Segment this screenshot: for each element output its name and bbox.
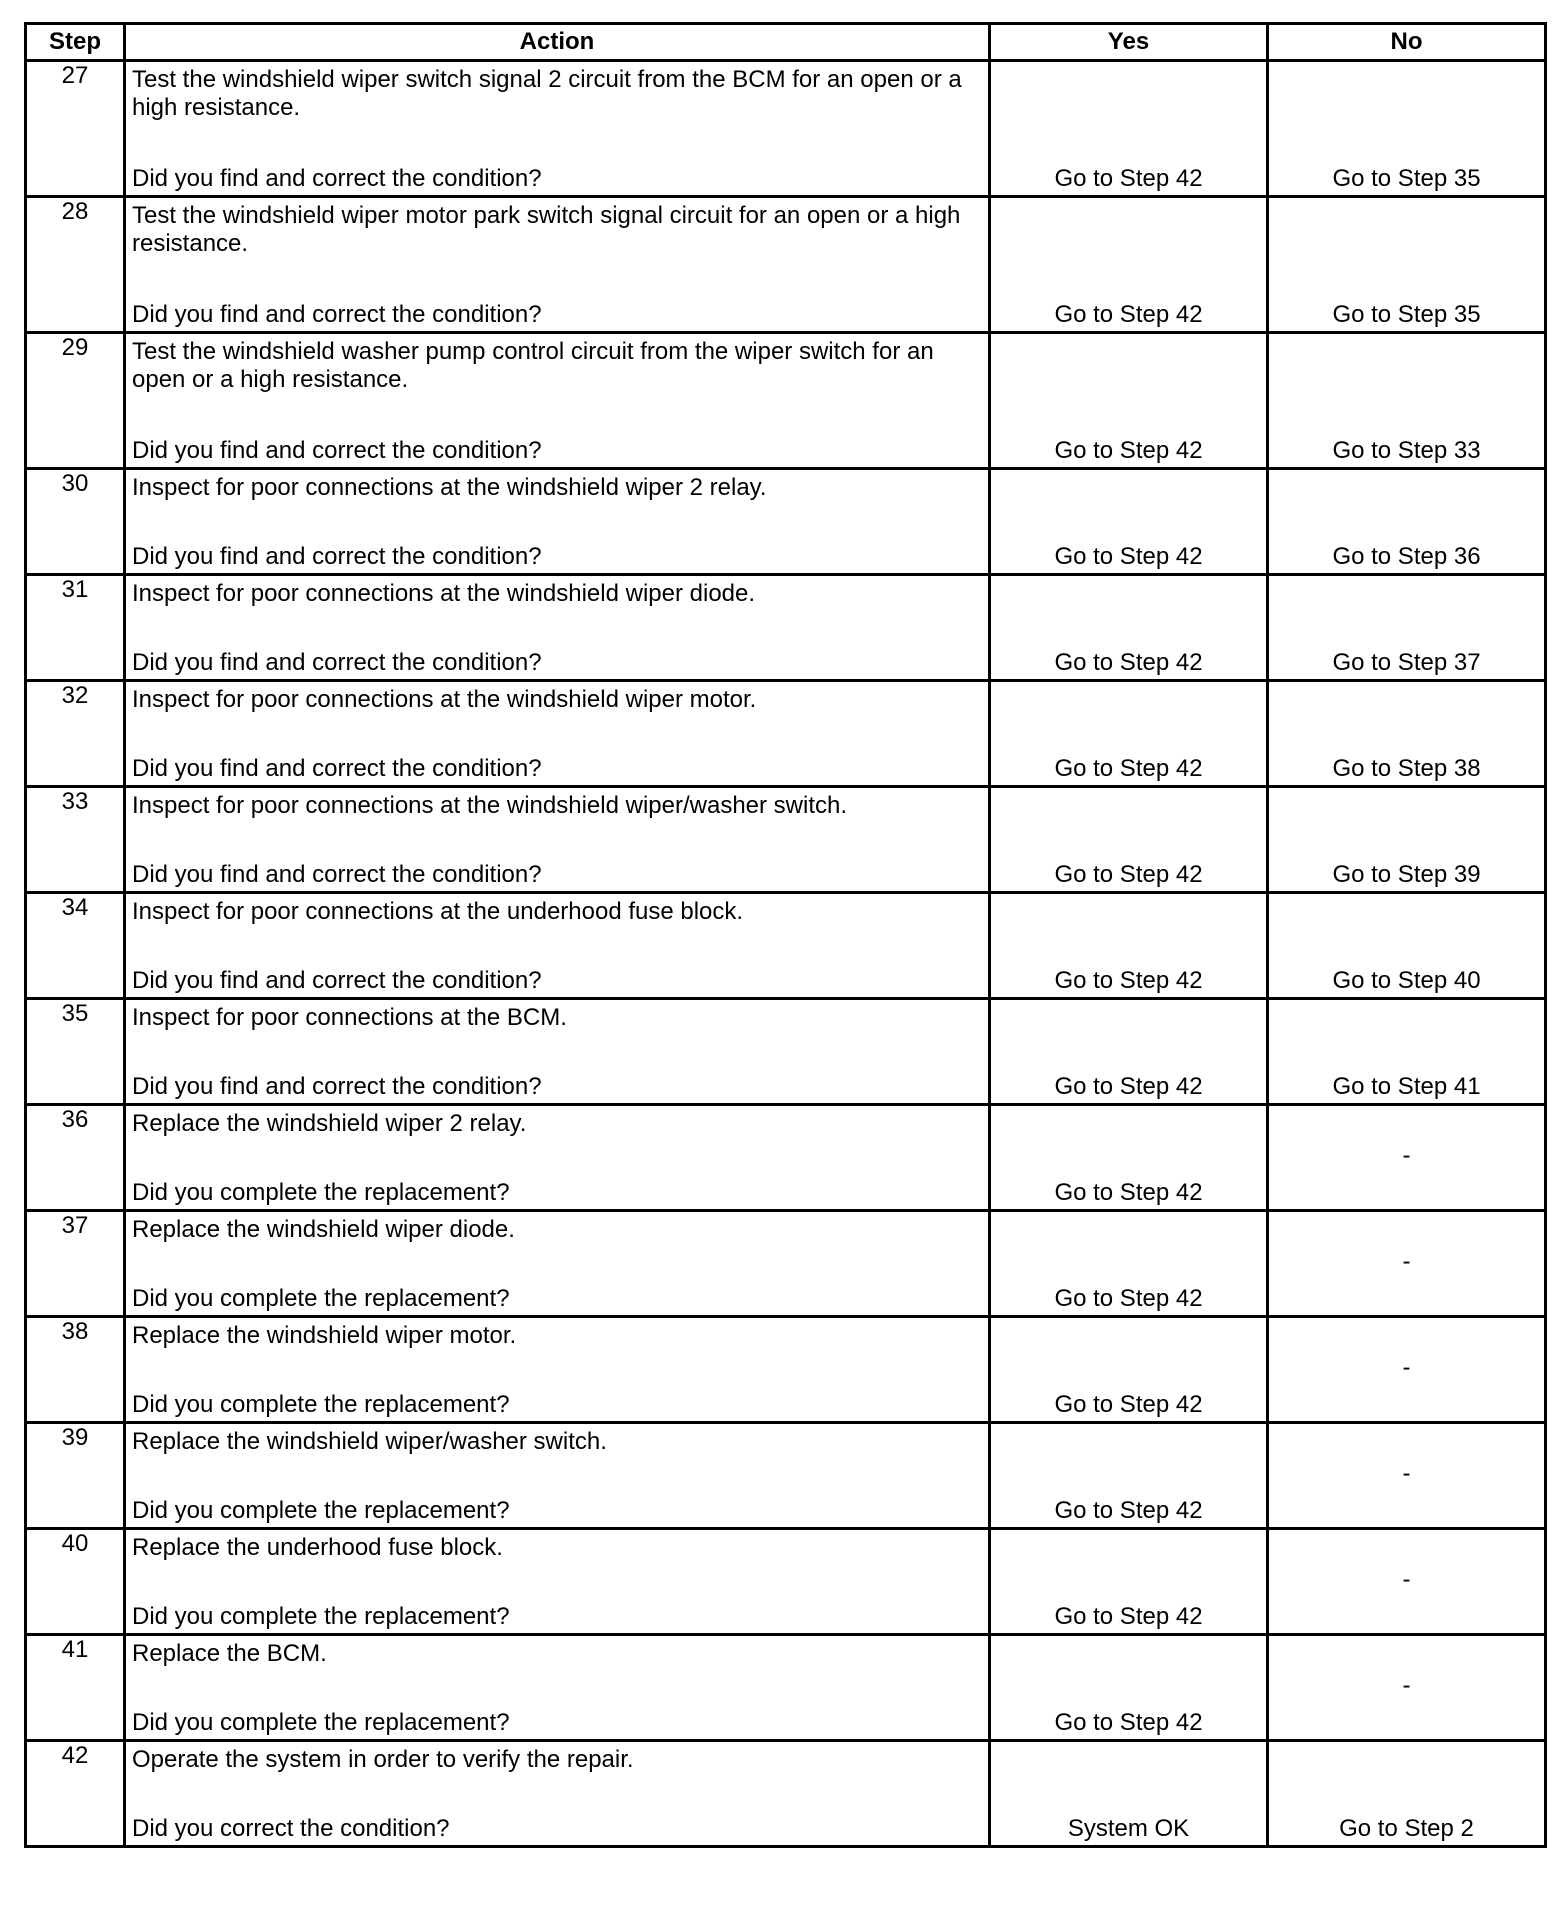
yes-result: Go to Step 42 <box>1054 437 1203 464</box>
table-row <box>26 333 1546 469</box>
yes-cell <box>990 787 1268 893</box>
step-number: 31 <box>26 575 125 681</box>
action-instruction: Replace the windshield wiper motor. <box>132 1322 517 1349</box>
yes-cell <box>990 999 1268 1105</box>
yes-cell <box>990 197 1268 333</box>
action-question: Did you find and correct the condition? <box>132 301 542 328</box>
yes-result: Go to Step 42 <box>1054 1179 1203 1206</box>
action-instruction: Replace the windshield wiper diode. <box>132 1216 515 1243</box>
step-number: 27 <box>26 61 125 197</box>
action-question: Did you find and correct the condition? <box>132 755 542 782</box>
step-number: 40 <box>26 1529 125 1635</box>
no-result: Go to Step 33 <box>1332 437 1481 464</box>
action-question: Did you correct the condition? <box>132 1815 450 1842</box>
header-row <box>26 24 1546 61</box>
no-cell <box>1268 61 1546 197</box>
table-row <box>26 197 1546 333</box>
action-cell <box>125 1529 990 1635</box>
yes-result: Go to Step 42 <box>1054 967 1203 994</box>
yes-cell <box>990 1317 1268 1423</box>
no-result: Go to Step 2 <box>1339 1815 1474 1842</box>
step-number: 41 <box>26 1635 125 1741</box>
action-question: Did you complete the replacement? <box>132 1603 510 1630</box>
yes-cell <box>990 61 1268 197</box>
no-result: - <box>1402 1566 1411 1593</box>
no-cell <box>1268 1317 1546 1423</box>
no-cell <box>1268 1211 1546 1317</box>
action-question: Did you find and correct the condition? <box>132 165 542 192</box>
action-instruction: Inspect for poor connections at the BCM. <box>132 1004 567 1031</box>
action-cell <box>125 893 990 999</box>
yes-cell <box>990 1423 1268 1529</box>
no-cell <box>1268 469 1546 575</box>
no-result: - <box>1402 1142 1411 1169</box>
yes-result: Go to Step 42 <box>1054 1603 1203 1630</box>
yes-cell <box>990 1529 1268 1635</box>
table-row <box>26 1105 1546 1211</box>
no-cell <box>1268 999 1546 1105</box>
no-result: Go to Step 38 <box>1332 755 1481 782</box>
step-number: 35 <box>26 999 125 1105</box>
yes-cell <box>990 333 1268 469</box>
header-no: No <box>1268 24 1546 61</box>
action-cell <box>125 469 990 575</box>
action-instruction: Replace the BCM. <box>132 1640 327 1667</box>
step-number: 38 <box>26 1317 125 1423</box>
yes-cell <box>990 893 1268 999</box>
no-result: Go to Step 41 <box>1332 1073 1481 1100</box>
step-number: 42 <box>26 1741 125 1847</box>
action-instruction: Test the windshield washer pump control circuit from the wiper switch for an open or a high resistance. <box>132 338 934 393</box>
no-result: Go to Step 36 <box>1332 543 1481 570</box>
yes-result: System OK <box>1067 1815 1190 1842</box>
yes-result: Go to Step 42 <box>1054 165 1203 192</box>
header-step: Step <box>26 24 125 61</box>
no-cell <box>1268 333 1546 469</box>
yes-cell <box>990 1635 1268 1741</box>
no-cell <box>1268 787 1546 893</box>
action-instruction: Replace the windshield wiper 2 relay. <box>132 1110 527 1137</box>
no-result: - <box>1402 1672 1411 1699</box>
step-number: 39 <box>26 1423 125 1529</box>
yes-cell <box>990 681 1268 787</box>
action-cell <box>125 1741 990 1847</box>
yes-cell <box>990 1105 1268 1211</box>
yes-cell <box>990 1211 1268 1317</box>
no-result: Go to Step 40 <box>1332 967 1481 994</box>
yes-cell <box>990 469 1268 575</box>
table-row <box>26 787 1546 893</box>
step-number: 29 <box>26 333 125 469</box>
step-number: 32 <box>26 681 125 787</box>
action-cell <box>125 575 990 681</box>
action-question: Did you find and correct the condition? <box>132 649 542 676</box>
table-row <box>26 575 1546 681</box>
table-row <box>26 1635 1546 1741</box>
header-yes: Yes <box>990 24 1268 61</box>
no-cell <box>1268 1529 1546 1635</box>
table-row <box>26 1211 1546 1317</box>
action-instruction: Inspect for poor connections at the windshield wiper motor. <box>132 686 757 713</box>
yes-cell <box>990 575 1268 681</box>
no-result: Go to Step 35 <box>1332 301 1481 328</box>
action-cell <box>125 1423 990 1529</box>
no-result: - <box>1402 1354 1411 1381</box>
action-cell <box>125 61 990 197</box>
step-number: 36 <box>26 1105 125 1211</box>
table-row <box>26 893 1546 999</box>
table-row <box>26 469 1546 575</box>
action-cell <box>125 681 990 787</box>
procedure-table <box>24 22 1547 1848</box>
action-question: Did you complete the replacement? <box>132 1497 510 1524</box>
action-cell <box>125 999 990 1105</box>
step-number: 30 <box>26 469 125 575</box>
table-row <box>26 1741 1546 1847</box>
yes-result: Go to Step 42 <box>1054 543 1203 570</box>
no-result: Go to Step 35 <box>1332 165 1481 192</box>
table-row <box>26 681 1546 787</box>
yes-result: Go to Step 42 <box>1054 1497 1203 1524</box>
yes-result: Go to Step 42 <box>1054 861 1203 888</box>
header-action: Action <box>125 24 990 61</box>
action-question: Did you find and correct the condition? <box>132 1073 542 1100</box>
action-question: Did you complete the replacement? <box>132 1709 510 1736</box>
no-result: Go to Step 37 <box>1332 649 1481 676</box>
no-result: Go to Step 39 <box>1332 861 1481 888</box>
yes-result: Go to Step 42 <box>1054 1073 1203 1100</box>
yes-result: Go to Step 42 <box>1054 649 1203 676</box>
yes-result: Go to Step 42 <box>1054 301 1203 328</box>
action-cell <box>125 1105 990 1211</box>
action-instruction: Replace the underhood fuse block. <box>132 1534 503 1561</box>
action-question: Did you complete the replacement? <box>132 1391 510 1418</box>
action-instruction: Inspect for poor connections at the windshield wiper 2 relay. <box>132 474 767 501</box>
step-number: 37 <box>26 1211 125 1317</box>
table-row <box>26 1317 1546 1423</box>
action-instruction: Inspect for poor connections at the underhood fuse block. <box>132 898 744 925</box>
action-instruction: Test the windshield wiper motor park switch signal circuit for an open or a high resistance. <box>132 202 961 257</box>
action-cell <box>125 197 990 333</box>
step-number: 34 <box>26 893 125 999</box>
no-cell <box>1268 1105 1546 1211</box>
no-cell <box>1268 575 1546 681</box>
action-cell <box>125 1317 990 1423</box>
no-cell <box>1268 681 1546 787</box>
yes-cell <box>990 1741 1268 1847</box>
no-result: - <box>1402 1248 1411 1275</box>
action-question: Did you find and correct the condition? <box>132 543 542 570</box>
action-question: Did you find and correct the condition? <box>132 967 542 994</box>
yes-result: Go to Step 42 <box>1054 755 1203 782</box>
table-row <box>26 1423 1546 1529</box>
action-instruction: Test the windshield wiper switch signal 2 circuit from the BCM for an open or a high resistance. <box>132 66 962 121</box>
no-cell <box>1268 1423 1546 1529</box>
action-instruction: Replace the windshield wiper/washer switch. <box>132 1428 607 1455</box>
yes-result: Go to Step 42 <box>1054 1391 1203 1418</box>
no-cell <box>1268 197 1546 333</box>
action-instruction: Operate the system in order to verify the repair. <box>132 1746 634 1773</box>
action-instruction: Inspect for poor connections at the windshield wiper diode. <box>132 580 756 607</box>
yes-result: Go to Step 42 <box>1054 1709 1203 1736</box>
table-row <box>26 1529 1546 1635</box>
action-cell <box>125 787 990 893</box>
action-question: Did you find and correct the condition? <box>132 861 542 888</box>
no-result: - <box>1402 1460 1411 1487</box>
yes-result: Go to Step 42 <box>1054 1285 1203 1312</box>
action-question: Did you find and correct the condition? <box>132 437 542 464</box>
table-row <box>26 999 1546 1105</box>
step-number: 33 <box>26 787 125 893</box>
no-cell <box>1268 1741 1546 1847</box>
no-cell <box>1268 893 1546 999</box>
action-question: Did you complete the replacement? <box>132 1285 510 1312</box>
table-row <box>26 61 1546 197</box>
action-cell <box>125 1211 990 1317</box>
no-cell <box>1268 1635 1546 1741</box>
action-question: Did you complete the replacement? <box>132 1179 510 1206</box>
action-instruction: Inspect for poor connections at the windshield wiper/washer switch. <box>132 792 848 819</box>
action-cell <box>125 333 990 469</box>
step-number: 28 <box>26 197 125 333</box>
action-cell <box>125 1635 990 1741</box>
